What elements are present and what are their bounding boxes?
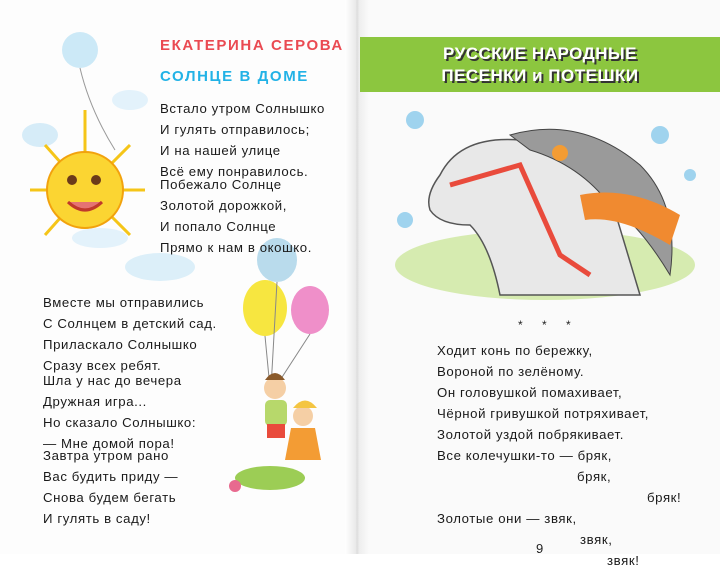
poem-line: Дружная игра... bbox=[43, 394, 147, 409]
poem-line: Побежало Солнце bbox=[160, 177, 282, 192]
poem-line: И гулять в саду! bbox=[43, 511, 151, 526]
poem-line: Шла у нас до вечера bbox=[43, 373, 182, 388]
poem-line: Встало утром Солнышко bbox=[160, 101, 325, 116]
horse-poem bbox=[437, 340, 681, 571]
stanza-2 bbox=[160, 174, 312, 258]
poem-line: — Мне домой пора! bbox=[43, 436, 175, 451]
horse-illustration bbox=[380, 105, 710, 305]
author-name: ЕКАТЕРИНА СЕРОВА bbox=[160, 37, 344, 54]
stanza-3 bbox=[43, 292, 217, 376]
poem-line: звяк, bbox=[580, 532, 613, 547]
poem-line: Снова будем бегать bbox=[43, 490, 177, 505]
section-title-band bbox=[360, 37, 720, 92]
poem-line: Ходит конь по бережку, bbox=[437, 343, 593, 358]
stanza-4 bbox=[43, 370, 196, 454]
poem-line: Золотые они — звяк, bbox=[437, 511, 577, 526]
section-title-line: ПЕСЕНКИ и ПОТЕШКИ bbox=[441, 66, 639, 85]
poem-line: Вороной по зелёному. bbox=[437, 364, 585, 379]
poem-line: И на нашей улице bbox=[160, 143, 281, 158]
poem-line: И гулять отправилось; bbox=[160, 122, 310, 137]
sun-illustration bbox=[20, 30, 150, 260]
poem-line: Прямо к нам в окошко. bbox=[160, 240, 313, 255]
poem-line: Вас будить приду — bbox=[43, 469, 179, 484]
poem-line: Завтра утром рано bbox=[43, 448, 169, 463]
poem-title: СОЛНЦЕ В ДОМЕ bbox=[160, 68, 309, 85]
section-title-line: РУССКИЕ НАРОДНЫЕ bbox=[443, 44, 637, 63]
poem-line: Сразу всех ребят. bbox=[43, 358, 162, 373]
stanza-1 bbox=[160, 98, 325, 182]
poem-line: Прилaскало Солнышко bbox=[43, 337, 198, 352]
poem-line: С Солнцем в детский сад. bbox=[43, 316, 217, 331]
poem-line: Всё ему понравилось. bbox=[160, 164, 309, 179]
poem-line: бряк! bbox=[647, 490, 682, 505]
poem-line: Золотой дорожкой, bbox=[160, 198, 288, 213]
poem-line: Все колечушки-то — бряк, bbox=[437, 448, 612, 463]
poem-line: Чёрной гривушкой потряхивает, bbox=[437, 406, 650, 421]
poem-line: Золотой уздой побрякивает. bbox=[437, 427, 624, 442]
stanza-5 bbox=[43, 445, 178, 529]
separator-stars: * * * bbox=[518, 318, 579, 332]
poem-line: Он головушкой помахивает, bbox=[437, 385, 623, 400]
poem-line: звяк! bbox=[607, 553, 640, 568]
poem-line: Вместе мы отправились bbox=[43, 295, 205, 310]
kids-balloons-illustration bbox=[225, 238, 340, 503]
poem-line: Но сказало Солнышко: bbox=[43, 415, 197, 430]
poem-line: И попало Солнце bbox=[160, 219, 277, 234]
page-number: 9 bbox=[536, 541, 544, 556]
poem-line: бряк, bbox=[577, 469, 612, 484]
